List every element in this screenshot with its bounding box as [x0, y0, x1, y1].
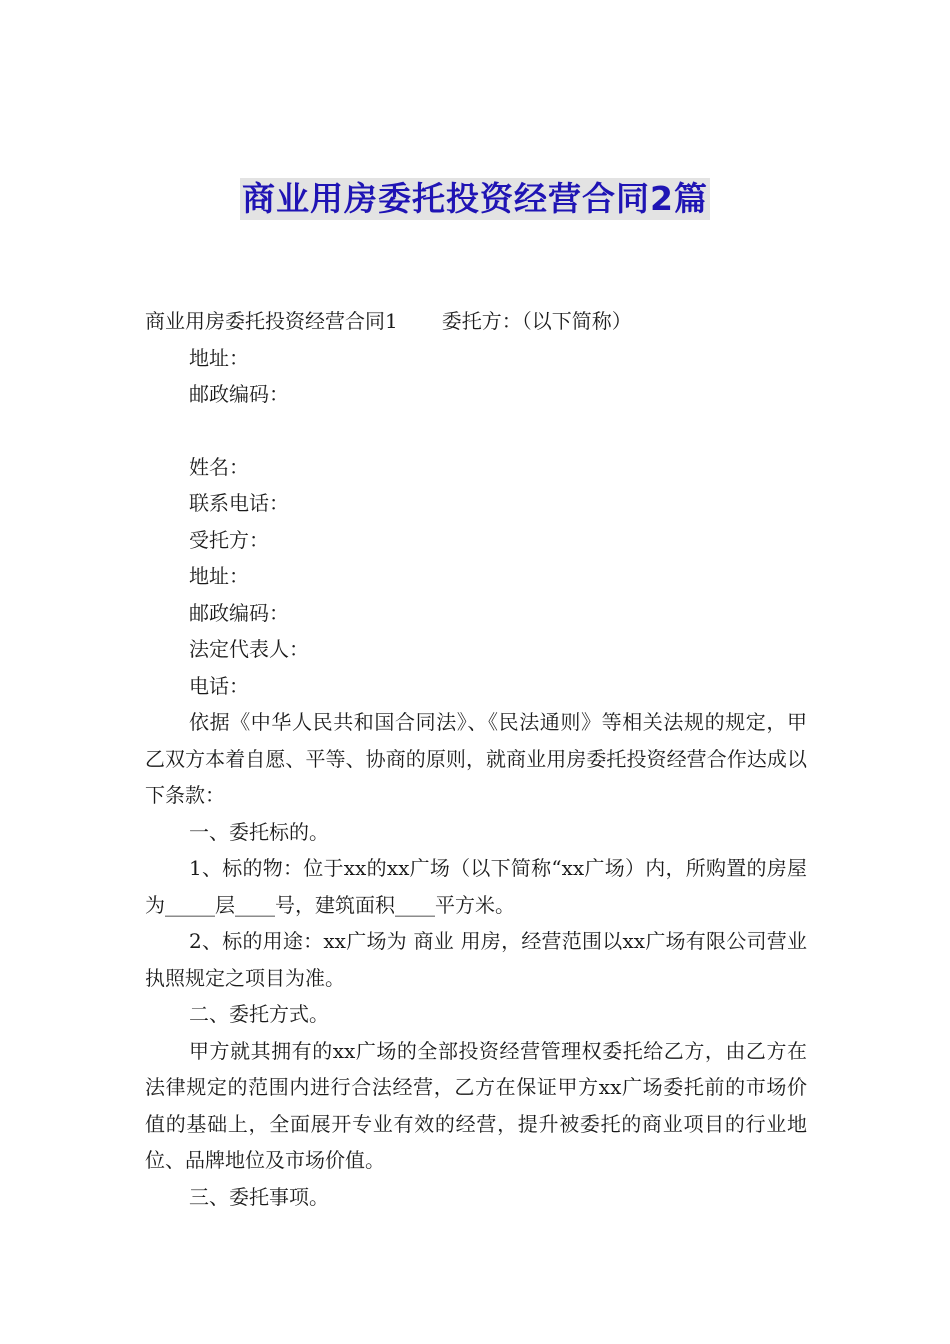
principal-label: 委托方：	[441, 309, 522, 333]
principal-postcode-field: 邮政编码：	[189, 382, 289, 406]
paragraph-subject-matter: 1、标的物：位于xx的xx广场（以下简称“xx广场）内，所购置的房屋为_____层____号，建筑面积____平方米。	[145, 856, 807, 917]
document-title-text: 商业用房委托投资经营合同2篇	[242, 179, 708, 218]
principal-address-field: 地址：	[189, 345, 249, 370]
document-title	[0, 178, 950, 220]
trustee-field: 受托方：	[189, 527, 269, 552]
intro-line	[145, 303, 807, 340]
section-heading-3: 三、委托事项。	[189, 1184, 329, 1209]
paragraph-legal-basis: 依据《中华人民共和国合同法》、《民法通则》等相关法规的规定，甲乙双方本着自愿、平等、协商的原则，就商业用房委托投资经营合作达成以下条款：	[145, 710, 807, 807]
paragraph-usage: 2、标的用途：xx广场为 商业 用房，经营范围以xx广场有限公司营业执照规定之项目为准。	[145, 929, 807, 990]
phone-contact-field: 联系电话：	[189, 491, 289, 515]
section-heading-2: 二、委托方式。	[189, 1002, 329, 1026]
trustee-address-field: 地址：	[189, 564, 249, 588]
telephone-field: 电话：	[189, 673, 249, 698]
name-field: 姓名：	[189, 454, 249, 479]
principal-note: （以下简称）	[521, 309, 632, 333]
legal-representative-field: 法定代表人：	[189, 637, 309, 661]
trustee-postcode-field: 邮政编码：	[189, 600, 289, 625]
contract-name: 商业用房委托投资经营合同1	[145, 309, 398, 333]
section-heading-1: 一、委托标的。	[189, 819, 329, 844]
paragraph-delegation-method: 甲方就其拥有的xx广场的全部投资经营管理权委托给乙方，由乙方在法律规定的范围内进行合法经营，乙方在保证甲方xx广场委托前的市场价值的基础上，全面展开专业有效的经营，提升被委托的商业项目的行业地位、品牌地位及市场价值。	[145, 1038, 807, 1172]
blank-line	[145, 413, 807, 449]
document-body	[145, 303, 807, 1215]
